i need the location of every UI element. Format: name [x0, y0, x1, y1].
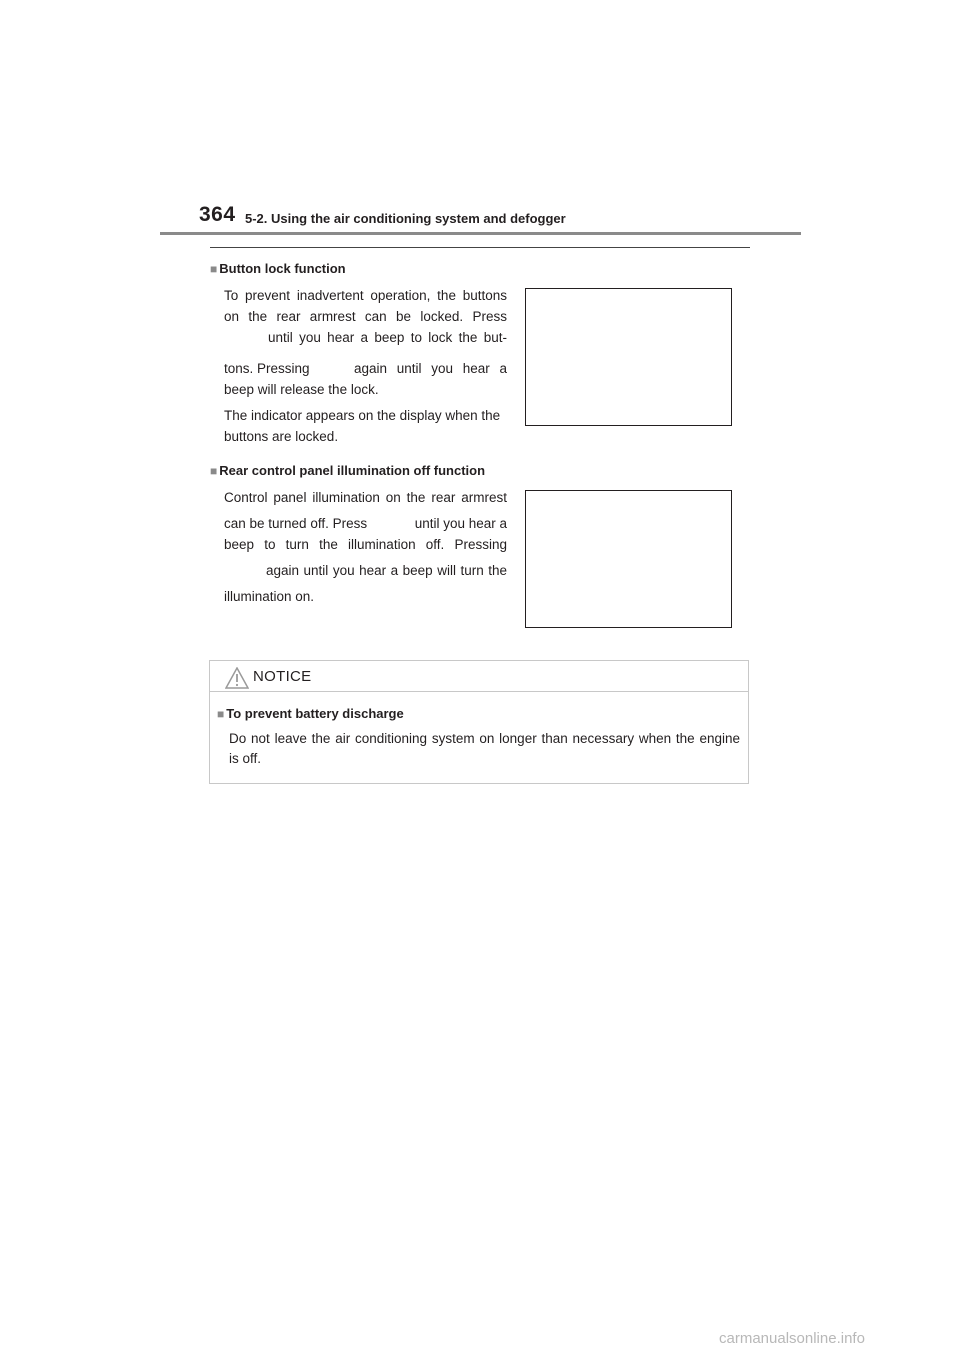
notice-text: Do not leave the air conditioning system on longer than necessary when the engine is off. — [229, 731, 740, 766]
text-line: again until you hear a beep will turn the — [266, 563, 507, 578]
text-line: beep to turn the illumination off. Pressing — [224, 537, 507, 552]
text-line: buttons are locked. — [224, 429, 339, 444]
illumination-off-illustration — [525, 490, 732, 628]
text-fragment: until you hear a — [414, 516, 507, 531]
notice-divider — [210, 691, 748, 692]
button-lock-heading — [210, 261, 346, 276]
text-line: illumination on. — [224, 589, 315, 604]
notice-heading — [217, 706, 404, 721]
text-fragment: can be turned off. Press — [224, 516, 368, 531]
text-line — [224, 513, 507, 534]
text-fragment: again until you hear a — [354, 361, 507, 376]
button-lock-heading-text: Button lock function — [219, 261, 346, 276]
text-line: beep will release the lock. — [224, 382, 379, 397]
text-line: until you hear a beep to lock the but- — [268, 330, 507, 345]
text-line: The indicator appears on the display when the — [224, 408, 501, 423]
watermark: carmanualsonline.info — [719, 1330, 865, 1347]
header-rule — [160, 232, 801, 235]
illumination-off-text — [224, 487, 507, 607]
text-line: Control panel illumination on the rear armrest — [224, 490, 507, 505]
notice-label: NOTICE — [253, 668, 312, 685]
page-number: 364 — [199, 203, 236, 226]
text-fragment: tons. Pressing — [224, 361, 310, 376]
text-line — [224, 358, 507, 379]
notice-box — [209, 660, 749, 784]
button-lock-illustration — [525, 288, 732, 426]
content-rule — [210, 247, 750, 248]
illumination-off-heading-text: Rear control panel illumination off function — [219, 463, 486, 478]
notice-heading-text: To prevent battery discharge — [226, 706, 404, 721]
illumination-off-heading — [210, 463, 485, 478]
warning-triangle-icon — [225, 667, 249, 689]
bullet-square-icon: ■ — [210, 464, 218, 478]
text-line: on the rear armrest can be locked. Press — [224, 309, 507, 324]
bullet-square-icon: ■ — [210, 262, 218, 276]
text-line: To prevent inadvertent operation, the buttons — [224, 288, 507, 303]
button-lock-text — [224, 285, 507, 447]
section-title: 5-2. Using the air conditioning system and defogger — [245, 211, 566, 226]
bullet-square-icon: ■ — [217, 707, 225, 721]
